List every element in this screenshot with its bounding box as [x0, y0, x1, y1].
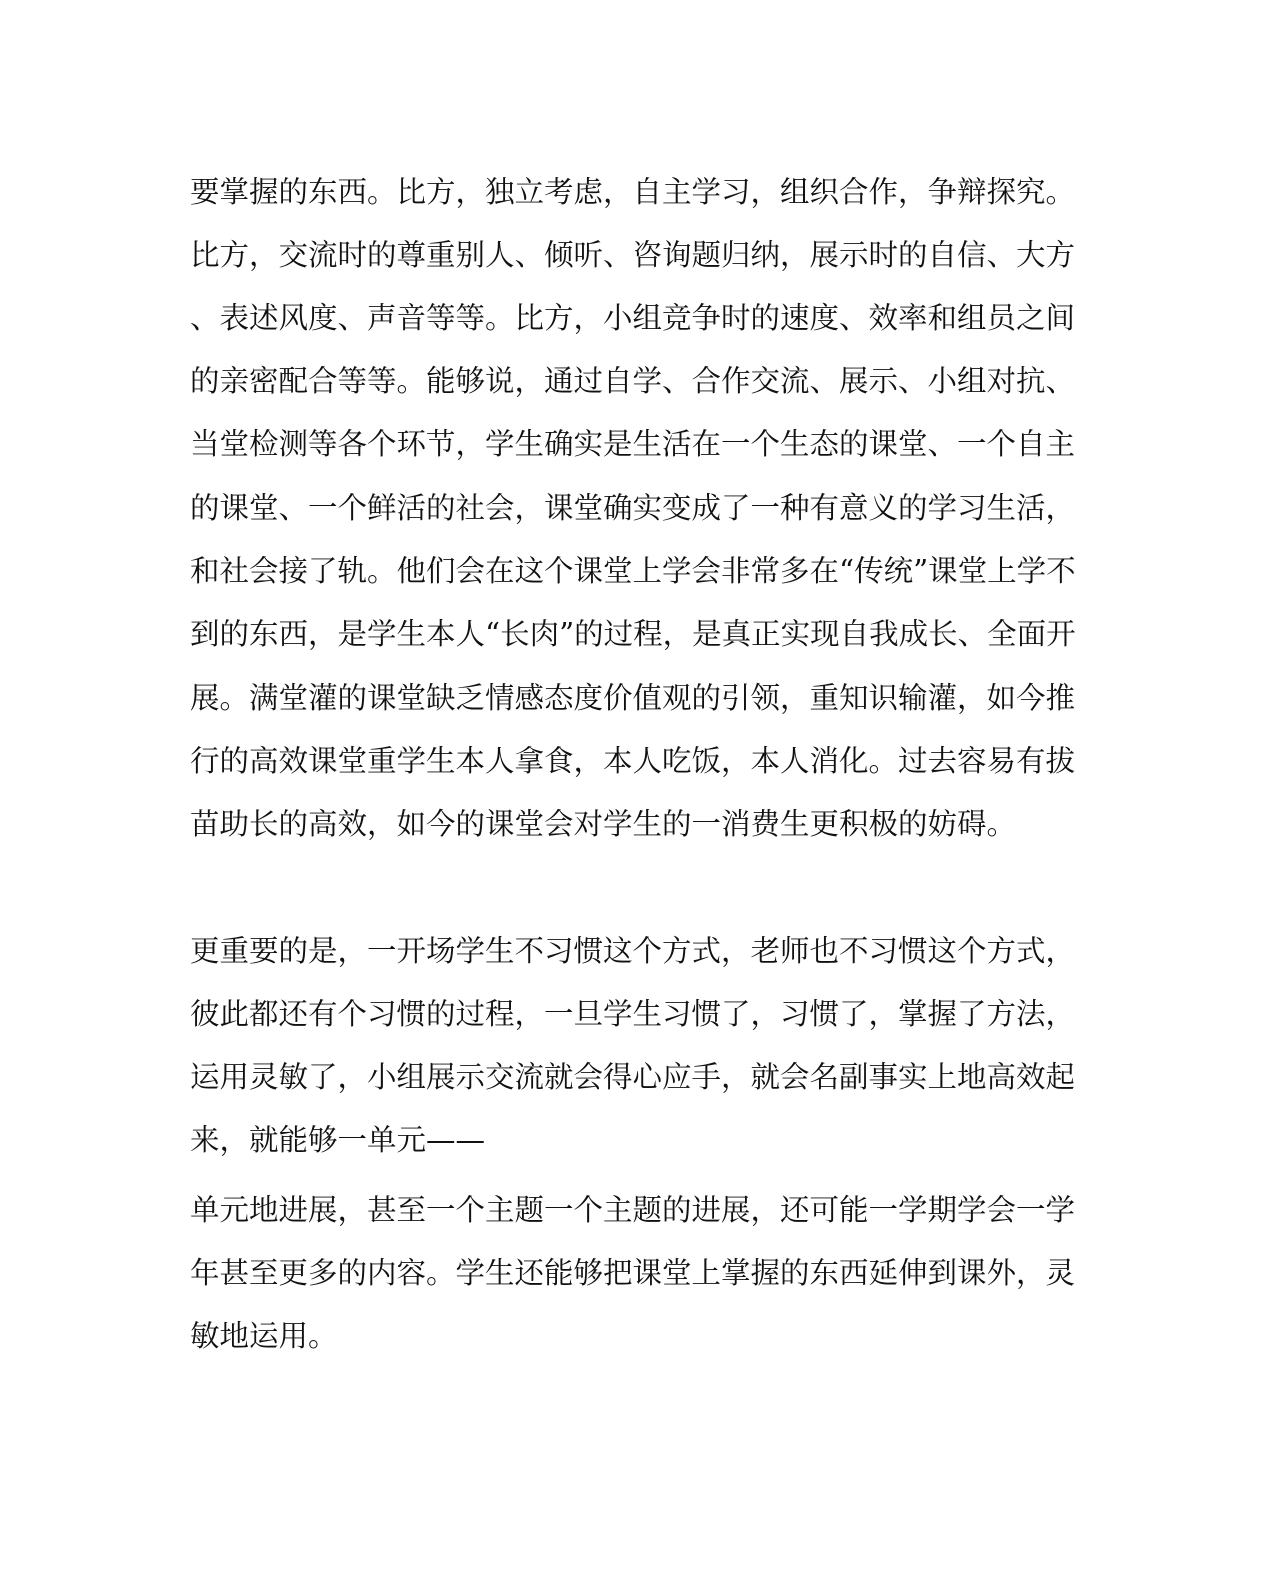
- paragraph-line: 和社会接了轨。他们会在这个课堂上学会非常多在“传统”课堂上学不: [190, 554, 1076, 588]
- paragraph-line: 展。满堂灌的课堂缺乏情感态度价值观的引领，重知识输灌，如今推: [190, 681, 1076, 715]
- paragraph-line: 到的东西，是学生本人“长肉”的过程，是真正实现自我成长、全面开: [190, 617, 1076, 651]
- paragraph-line: 彼此都还有个习惯的过程，一旦学生习惯了，习惯了，掌握了方法，: [190, 997, 1076, 1031]
- paragraph-line: 苗助长的高效，如今的课堂会对学生的一消费生更积极的妨碍。: [190, 807, 1017, 841]
- paragraph-line: 要掌握的东西。比方，独立考虑，自主学习，组织合作，争辩探究。: [190, 175, 1076, 209]
- paragraph-line: 比方，交流时的尊重别人、倾听、咨询题归纳，展示时的自信、大方: [190, 238, 1076, 272]
- paragraph-line: 的课堂、一个鲜活的社会，课堂确实变成了一种有意义的学习生活，: [190, 491, 1076, 525]
- paragraph-line: 行的高效课堂重学生本人拿食，本人吃饭，本人消化。过去容易有拔: [190, 744, 1076, 778]
- paragraph-line: 年甚至更多的内容。学生还能够把课堂上掌握的东西延伸到课外，灵: [190, 1256, 1076, 1290]
- paragraph-line: 敏地运用。: [190, 1319, 338, 1353]
- paragraph-line: 运用灵敏了，小组展示交流就会得心应手，就会名副事实上地高效起: [190, 1060, 1076, 1094]
- paragraph-line: 当堂检测等各个环节，学生确实是生活在一个生态的课堂、一个自主: [190, 427, 1076, 461]
- paragraph-line: 单元地进展，甚至一个主题一个主题的进展，还可能一学期学会一学: [190, 1193, 1076, 1227]
- paragraph-line: 的亲密配合等等。能够说，通过自学、合作交流、展示、小组对抗、: [190, 364, 1076, 398]
- paragraph-line: 、表述风度、声音等等。比方，小组竞争时的速度、效率和组员之间: [190, 301, 1076, 335]
- paragraph-line: 更重要的是，一开场学生不习惯这个方式，老师也不习惯这个方式，: [190, 934, 1076, 968]
- paragraph-line: 来，就能够一单元——: [190, 1123, 486, 1157]
